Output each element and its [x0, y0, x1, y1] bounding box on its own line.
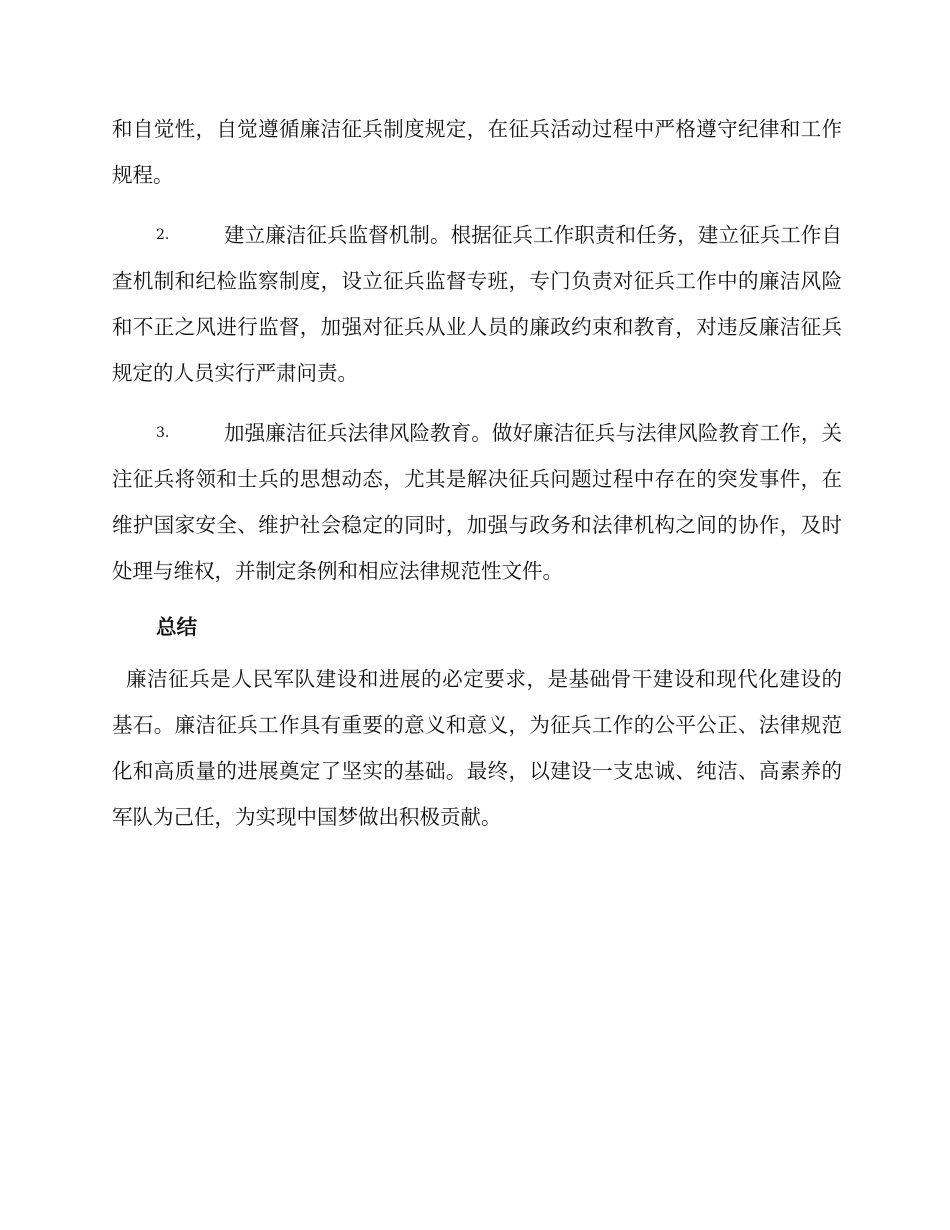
list-item-number: 3. — [156, 425, 170, 441]
summary-heading: 总结 — [156, 615, 197, 639]
list-item-number: 2. — [156, 227, 170, 243]
list-item — [112, 212, 842, 396]
list-item-text: 加强廉洁征兵法律风险教育。做好廉洁征兵与法律风险教育工作，关注征兵将领和士兵的思想动态，尤其是解决征兵问题过程中存在的突发事件，在维护国家安全、维护社会稳定的同时，加强与政务和法律机构之间的协作，及时处理与维权，并制定条例和相应法律规范性文件。 — [112, 421, 842, 583]
document-body — [112, 106, 842, 840]
continuation-paragraph: 和自觉性，自觉遵循廉洁征兵制度规定，在征兵活动过程中严格遵守纪律和工作规程。 — [112, 117, 842, 187]
list-item — [112, 410, 842, 594]
list-item-text: 建立廉洁征兵监督机制。根据征兵工作职责和任务，建立征兵工作自查机制和纪检监察制度，设立征兵监督专班，专门负责对征兵工作中的廉洁风险和不正之风进行监督，加强对征兵从业人员的廉政约束和教育，对违反廉洁征兵规定的人员实行严肃问责。 — [112, 223, 842, 385]
summary-paragraph: 廉洁征兵是人民军队建设和进展的必定要求，是基础骨干建设和现代化建设的基石。廉洁征兵工作具有重要的意义和意义，为征兵工作的公平公正、法律规范化和高质量的进展奠定了坚实的基础。最终，以建设一支忠诚、纯洁、高素养的军队为己任，为实现中国梦做出积极贡献。 — [112, 667, 842, 829]
